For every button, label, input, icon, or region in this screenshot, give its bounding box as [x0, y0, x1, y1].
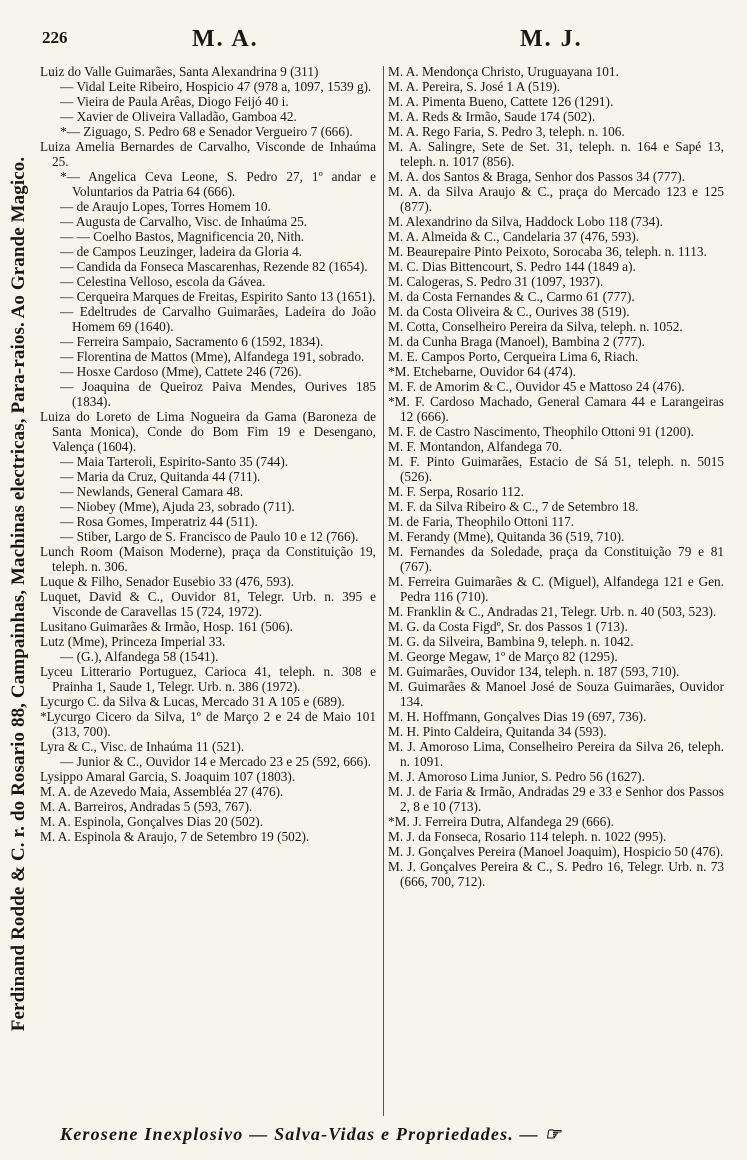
- directory-entry: M. J. Amoroso Lima, Conselheiro Pereira da Silva 26, teleph. n. 1091.: [388, 739, 724, 769]
- directory-entry: — Newlands, General Camara 48.: [60, 484, 244, 499]
- directory-entry: M. da Costa Fernandes & C., Carmo 61 (777).: [388, 289, 635, 304]
- directory-entry: M. Ferreira Guimarães & C. (Miguel), Alfandega 121 e Gen. Pedra 116 (710).: [388, 574, 724, 604]
- directory-entry: M. E. Campos Porto, Cerqueira Lima 6, Riach.: [388, 349, 639, 364]
- side-advertisement: [4, 64, 34, 1124]
- directory-entry: — de Campos Leuzinger, ladeira da Gloria 4.: [60, 244, 303, 259]
- page-number: 226: [42, 28, 68, 47]
- directory-entry: Lyra & C., Visc. de Inhaúma 11 (521).: [40, 739, 245, 754]
- directory-entry: M. A. Barreiros, Andradas 5 (593, 767).: [40, 799, 253, 814]
- directory-entry: M. F. Serpa, Rosario 112.: [388, 484, 524, 499]
- directory-entry: M. Fernandes da Soledade, praça da Constituição 79 e 81 (767).: [388, 544, 724, 574]
- directory-entry: Lusitano Guimarães & Irmão, Hosp. 161 (506).: [40, 619, 293, 634]
- directory-entry: Lycurgo C. da Silva & Lucas, Mercado 31 A 105 e (689).: [40, 694, 345, 709]
- directory-entry: — Joaquina de Queiroz Paiva Mendes, Ourives 185 (1834).: [60, 379, 376, 409]
- directory-entry: — Celestina Velloso, escola da Gávea.: [60, 274, 266, 289]
- directory-entry: Luiza Amelia Bernardes de Carvalho, Visconde de Inhaúma 25.: [40, 139, 376, 169]
- directory-entry: M. Alexandrino da Silva, Haddock Lobo 118 (734).: [388, 214, 664, 229]
- directory-entry: M. F. de Amorim & C., Ouvidor 45 e Mattoso 24 (476).: [388, 379, 685, 394]
- directory-entry: M. F. de Castro Nascimento, Theophilo Ottoni 91 (1200).: [388, 424, 694, 439]
- directory-entry: Luiza do Loreto de Lima Nogueira da Gama (Baroneza de Santa Monica), Conde do Bom Fim 19 e Desengano, Valença (1604).: [40, 409, 376, 454]
- directory-entry: M. A. Almeida & C., Candelaria 37 (476, 593).: [388, 229, 640, 244]
- directory-entry: M. J. Gonçalves Pereira (Manoel Joaquim), Hospicio 50 (476).: [388, 844, 724, 859]
- directory-entry: M. da Costa Oliveira & C., Ourives 38 (519).: [388, 304, 630, 319]
- directory-entry: — Rosa Gomes, Imperatriz 44 (511).: [60, 514, 258, 529]
- directory-entry: M. A. Espinola & Araujo, 7 de Setembro 19 (502).: [40, 829, 310, 844]
- directory-entry: Lysippo Amaral Garcia, S. Joaquim 107 (1803).: [40, 769, 296, 784]
- directory-entry: — Maia Tarteroli, Espirito-Santo 35 (744).: [60, 454, 289, 469]
- directory-entry: M. J. de Faria & Irmão, Andradas 29 e 33 e Senhor dos Passos 2, 8 e 10 (713).: [388, 784, 724, 814]
- side-advertisement-text: Ferdinand Rodde & C. r. do Rosario 88, Campainhas, Machinas electricas, Para-raios. Ao Grande Magico.: [8, 156, 29, 1032]
- directory-entry: M. A. de Azevedo Maia, Assembléa 27 (476).: [40, 784, 284, 799]
- directory-entry: M. A. Espinola, Gonçalves Dias 20 (502).: [40, 814, 264, 829]
- directory-entry: — Hosxe Cardoso (Mme), Cattete 246 (726).: [60, 364, 302, 379]
- directory-entry: *— Ziguago, S. Pedro 68 e Senador Vergueiro 7 (666).: [60, 124, 353, 139]
- directory-entry: M. F. da Silva Ribeiro & C., 7 de Setembro 18.: [388, 499, 639, 514]
- directory-entry: M. Ferandy (Mme), Quitanda 36 (519, 710).: [388, 529, 625, 544]
- column-divider: [383, 66, 384, 1116]
- directory-entry: M. A. Reds & Irmão, Saude 174 (502).: [388, 109, 596, 124]
- right-column: [388, 64, 724, 889]
- directory-entry: Luiz do Valle Guimarães, Santa Alexandrina 9 (311): [40, 64, 319, 79]
- directory-entry: M. F. Montandon, Alfandega 70.: [388, 439, 562, 454]
- directory-entry: M. A. Rego Faria, S. Pedro 3, teleph. n. 106.: [388, 124, 625, 139]
- directory-entry: M. G. da Costa Figdº, Sr. dos Passos 1 (713).: [388, 619, 628, 634]
- directory-entry: M. F. Pinto Guimarães, Estacio de Sá 51, teleph. n. 5015 (526).: [388, 454, 724, 484]
- directory-entry: — Edeltrudes de Carvalho Guimarães, Ladeira do João Homem 69 (1640).: [60, 304, 376, 334]
- directory-entry: M. Calogeras, S. Pedro 31 (1097, 1937).: [388, 274, 604, 289]
- directory-entry: M. A. Pimenta Bueno, Cattete 126 (1291).: [388, 94, 614, 109]
- page-header: [40, 24, 740, 60]
- directory-entry: *M. Etchebarne, Ouvidor 64 (474).: [388, 364, 576, 379]
- directory-entry: M. Beaurepaire Pinto Peixoto, Sorocaba 36, teleph. n. 1113.: [388, 244, 707, 259]
- directory-entry: M. C. Dias Bittencourt, S. Pedro 144 (1849 a).: [388, 259, 636, 274]
- directory-entry: M. A. Mendonça Christo, Uruguayana 101.: [388, 64, 619, 79]
- directory-entry: M. da Cunha Braga (Manoel), Bambina 2 (777).: [388, 334, 646, 349]
- directory-entry: Lutz (Mme), Princeza Imperial 33.: [40, 634, 226, 649]
- directory-entry: M. A. da Silva Araujo & C., praça do Mercado 123 e 125 (877).: [388, 184, 724, 214]
- directory-entry: — de Araujo Lopes, Torres Homem 10.: [60, 199, 271, 214]
- directory-entry: Luque & Filho, Senador Eusebio 33 (476, 593).: [40, 574, 295, 589]
- footer-advertisement: Kerosene Inexplosivo — Salva-Vidas e Propriedades. — ☞: [60, 1124, 562, 1144]
- directory-entry: M. Guimarães & Manoel José de Souza Guimarães, Ouvidor 134.: [388, 679, 724, 709]
- directory-entry: M. H. Hoffmann, Gonçalves Dias 19 (697, 736).: [388, 709, 647, 724]
- directory-entry: Lyceu Litterario Portuguez, Carioca 41, teleph. n. 308 e Prainha 1, Saude 1, Telegr. Urb. n. 386 (1972).: [40, 664, 376, 694]
- directory-entry: M. Franklin & C., Andradas 21, Telegr. Urb. n. 40 (503, 523).: [388, 604, 717, 619]
- directory-entry: M. George Megaw, 1º de Março 82 (1295).: [388, 649, 618, 664]
- directory-entry: *M. F. Cardoso Machado, General Camara 44 e Larangeiras 12 (666).: [388, 394, 724, 424]
- directory-entry: — Cerqueira Marques de Freitas, Espirito Santo 13 (1651).: [60, 289, 376, 304]
- left-column: [40, 64, 376, 844]
- directory-entry: — Florentina de Mattos (Mme), Alfandega 191, sobrado.: [60, 349, 365, 364]
- directory-entry: — Junior & C., Ouvidor 14 e Mercado 23 e 25 (592, 666).: [60, 754, 371, 769]
- directory-entry: Lunch Room (Maison Moderne), praça da Constituição 19, teleph. n. 306.: [40, 544, 376, 574]
- directory-entry: — Vidal Leite Ribeiro, Hospicio 47 (978 a, 1097, 1539 g).: [60, 79, 372, 94]
- directory-entry: M. A. Salingre, Sete de Set. 31, teleph. n. 164 e Sapé 13, teleph. n. 1017 (856).: [388, 139, 724, 169]
- directory-entry: — Ferreira Sampaio, Sacramento 6 (1592, 1834).: [60, 334, 324, 349]
- directory-entry: — Vieira de Paula Arêas, Diogo Feijó 40 i.: [60, 94, 289, 109]
- directory-entry: *M. J. Ferreira Dutra, Alfandega 29 (666).: [388, 814, 614, 829]
- directory-entry: M. J. Gonçalves Pereira & C., S. Pedro 16, Telegr. Urb. n. 73 (666, 700, 712).: [388, 859, 724, 889]
- directory-entry: M. H. Pinto Caldeira, Quitanda 34 (593).: [388, 724, 607, 739]
- header-right-range: M. J.: [520, 26, 583, 52]
- directory-entry: M. A. Pereira, S. José 1 A (519).: [388, 79, 561, 94]
- directory-entry: — (G.), Alfandega 58 (1541).: [60, 649, 219, 664]
- directory-entry: M. J. Amoroso Lima Junior, S. Pedro 56 (1627).: [388, 769, 645, 784]
- directory-entry: — Xavier de Oliveira Valladão, Gamboa 42.: [60, 109, 297, 124]
- directory-entry: *Lycurgo Cicero da Silva, 1º de Março 2 e 24 de Maio 101 (313, 700).: [40, 709, 376, 739]
- directory-entry: M. Cotta, Conselheiro Pereira da Silva, teleph. n. 1052.: [388, 319, 683, 334]
- directory-entry: M. J. da Fonseca, Rosario 114 teleph. n. 1022 (995).: [388, 829, 667, 844]
- directory-entry: — Maria da Cruz, Quitanda 44 (711).: [60, 469, 261, 484]
- directory-entry: — — Coelho Bastos, Magnificencia 20, Nith.: [60, 229, 305, 244]
- directory-entry: M. G. da Silveira, Bambina 9, teleph. n. 1042.: [388, 634, 634, 649]
- directory-entry: M. de Faria, Theophilo Ottoni 117.: [388, 514, 575, 529]
- directory-entry: — Niobey (Mme), Ajuda 23, sobrado (711).: [60, 499, 295, 514]
- directory-entry: — Stiber, Largo de S. Francisco de Paulo 10 e 12 (766).: [60, 529, 359, 544]
- directory-entry: *— Angelica Ceva Leone, S. Pedro 27, 1º andar e Voluntarios da Patria 64 (666).: [60, 169, 376, 199]
- directory-entry: M. A. dos Santos & Braga, Senhor dos Passos 34 (777).: [388, 169, 685, 184]
- directory-entry: Luquet, David & C., Ouvidor 81, Telegr. Urb. n. 395 e Visconde de Caravellas 15 (724, 1972).: [40, 589, 376, 619]
- directory-entry: M. Guimarães, Ouvidor 134, teleph. n. 187 (593, 710).: [388, 664, 680, 679]
- header-left-range: M. A.: [192, 26, 259, 52]
- directory-entry: — Candida da Fonseca Mascarenhas, Rezende 82 (1654).: [60, 259, 368, 274]
- directory-entry: — Augusta de Carvalho, Visc. de Inhaúma 25.: [60, 214, 308, 229]
